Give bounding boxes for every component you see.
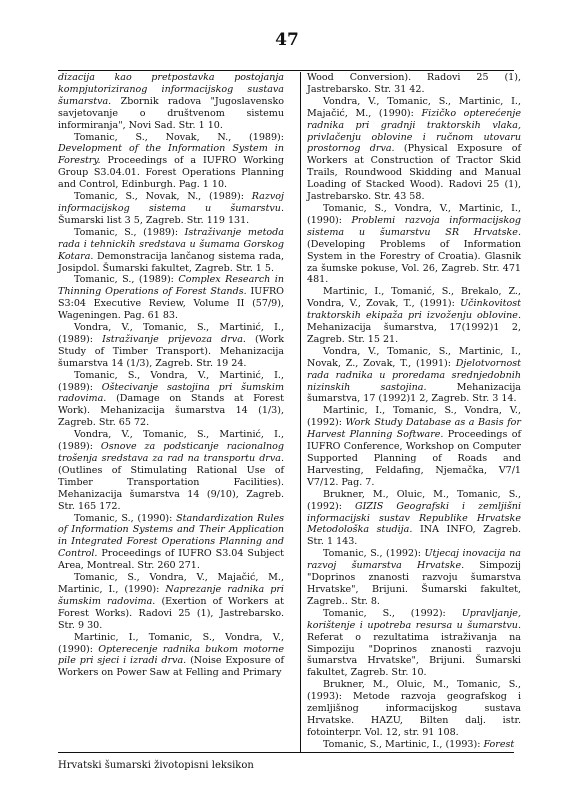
reference-title: Forest (483, 738, 515, 750)
reference-authors: Tomanic, S., (1989): (74, 274, 179, 286)
reference-title: Development of the Information System in Forestry. (58, 143, 284, 167)
reference-title: Fizičko opterećenje radnika pri gradnji traktorskih vlaka, privlačenju oblovine i ručnom utovaru prostornog drva. (307, 107, 521, 155)
reference-authors: Tomanic, S., (1992): (323, 548, 425, 560)
reference-authors: Tomanic, S., Vondra, V., Martinić, I., (1989): (58, 369, 284, 393)
reference-title: Problemi razvoja informacijskog sistema u šumarstvu SR Hrvatske. (307, 214, 521, 238)
reference-authors: Tomanic, S., (1992): (323, 607, 462, 619)
reference-entry (58, 632, 284, 680)
reference-title: dizacija kao pretpostavka postojanja kompjutoriziranog informacijskog sustava šumarstva. (58, 72, 284, 107)
reference-entry (58, 72, 284, 132)
reference-source: (Outlines of Stimulating Rational Use of Timber Transportation Facilities). Mehanizacija šumarstva 14 (9/10), Zagreb. Str. 165 172. (58, 464, 284, 512)
reference-title: Istraživanje metoda rada i tehnickih sredstava u šumama Gorskog Kotara. (58, 226, 284, 262)
reference-source: INA INFO, Zagreb. Str. 1 143. (307, 524, 521, 548)
reference-entry (58, 322, 284, 370)
reference-source: Šumarski list 3 5, Zagreb. Str. 119 131. (58, 214, 250, 226)
reference-title: GIZIS Geografski i zemljišni informacijski sustav Republike Hrvatske Metodološka studija. (307, 500, 521, 536)
reference-title: Complex Research in Thinning Operations of Forest Stands. (58, 274, 284, 298)
right-column (300, 72, 521, 752)
reference-authors: Martinic, I., Tomanić, S., Brekalo, Z., Vondra, V., Zovak, T., (1991): (307, 286, 521, 310)
reference-entry (307, 489, 521, 549)
reference-source: Simpozij "Doprinos znanosti razvoju šumarstva Hrvatske", Brijuni. Šumarski fakultet, Zagreb.. Str. 8. (307, 560, 521, 607)
reference-source: Demonstracija lančanog sistema rada, Josipdol. Šumarski fakultet, Zagreb. Str. 1 5. (58, 250, 284, 274)
reference-authors: Vondra, V., Tomanic, S., Martinić, I., (1989): (58, 322, 284, 345)
reference-source: Referat o rezultatima istraživanja na Simpoziju "Doprinos znanosti razvoju šumarstva Hrvatske", Brijuni. Šumarski fakultet, Zagreb. Str. 10. (307, 631, 521, 679)
reference-source: Proceedings of IUFRO Conference, Workshop on Computer Supported Planning of Roads and Harvesting, Feldafing, Njemačka, V7/1 V7/12. Pag. 7. (307, 429, 522, 488)
reference-authors: Tomanic, S., Novak, N., (1989): (74, 131, 284, 143)
reference-title: Naprezanje radnika pri šumskim radovima. (58, 583, 284, 607)
reference-authors: Tomanic, S., (1990): (74, 512, 177, 524)
reference-source: (Work Study of Timber Transport). Mehanizacija šumarstva 14 (1/3), Zagreb. Str. 19 24. (58, 333, 284, 369)
reference-entry (58, 513, 284, 573)
reference-authors: Tomanic, S., Novak, N., (1989): (74, 191, 252, 203)
reference-authors: Vondra, V., Tomanic, S., Martinic, I., Novak, Z., Zovak, T., (1991): (307, 345, 521, 369)
reference-source: (Developing Problems of Information System in the Forestry of Croatia). Glasnik za šumske pokuse, Vol. 26, Zagreb. Str. 471 481. (307, 238, 521, 286)
reference-source: Mehanizacija šumarstva, 17 (1992)1 2, Zagreb. Str. 3 14. (307, 381, 521, 405)
reference-title: Učinkovitost traktorskih ekipaža pri izvoženju oblovine. (307, 298, 521, 322)
reference-entry (307, 405, 521, 488)
reference-title: Standardization Rules of Information Systems and Their Application in Integrated Forest Operations Planning and Control. (58, 512, 284, 560)
reference-title: Razvoj informacijskog sistema u šumarstvu. (58, 191, 284, 214)
reference-entry (58, 191, 284, 227)
reference-authors: Tomanic, S., Martinic, I., (1993): (323, 738, 484, 750)
reference-source: Mehanizacija šumarstva, 17(1992)1 2, Zagreb. Str. 15 21. (307, 322, 521, 345)
reference-source: Metode razvoja geografskog i zemljišnog informacijskog sustava Hrvatske. HAZU, Bilten dalj. istr. fotointerpr. Vol. 12, str. 91 108. (307, 691, 521, 738)
reference-source: (Noise Exposure of Workers on Power Saw at Felling and Primary (58, 655, 284, 679)
reference-title: Utjecaj inovacija na razvoj šumarstva Hrvatske. (307, 548, 521, 572)
footer-title: Hrvatski šumarski životopisni leksikon (58, 760, 254, 771)
reference-authors: Vondra, V., Tomanic, S., Martinic, I., Majačić, M., (1990): (307, 95, 521, 119)
reference-title: Osnove za podsticanje racionalnog trošenja sredstava za rad na transportu drva. (58, 441, 285, 464)
reference-title: Istraživanje prijevoza drva. (102, 333, 246, 345)
reference-source: Proceedings of a IUFRO Working Group S3.04.01. Forest Operations Planning and Control, Edinburgh. Pag. 1 10. (58, 155, 284, 191)
reference-source: Proceedings of IUFRO S3.04 Subject Area, Montreal. Str. 260 271. (58, 548, 284, 572)
reference-entry (307, 608, 521, 679)
reference-title: Opterecenje radnika bukom motorne pile pri sjeci i izradi drva. (58, 643, 284, 667)
reference-entry (307, 739, 521, 751)
reference-source: Zbornik radova "Jugoslavensko savjetovanje o društvenom sistemu informiranja", Novi Sad. Str. 1 10. (58, 95, 284, 131)
reference-source: (Damage on Stands at Forest Work). Mehanizacija šumarstva 14 (1/3), Zagreb. Str. 65 72. (58, 393, 284, 429)
reference-authors: Brukner, M., Oluic, M., Tomanic, S., (1992): (307, 488, 521, 512)
page-number: 47 (275, 30, 299, 50)
reference-authors: Tomanic, S., Vondra, V., Majačić, M., Martinic, I., (1990): (58, 572, 284, 595)
reference-authors: Martinic, I., Tomanic, S., Vondra, V., (1990): (58, 631, 284, 655)
reference-entry (58, 274, 284, 322)
reference-authors: Vondra, V., Tomanic, S., Martinić, I., (1989): (58, 429, 284, 453)
header-rule (58, 70, 514, 71)
reference-entry (58, 132, 284, 192)
reference-entry (307, 346, 521, 406)
reference-authors: Tomanic, S., (1989): (74, 226, 185, 238)
reference-entry (58, 572, 284, 632)
reference-authors: Martinic, I., Tomanic, S., Vondra, V., (1992): (307, 405, 521, 429)
footer-rule (58, 752, 514, 753)
reference-source: Wood Conversion). Radovi 25 (1), Jastrebarsko. Str. 31 42. (307, 72, 521, 95)
reference-entry (307, 286, 521, 346)
reference-entry (307, 203, 521, 286)
reference-title: Upravljanje, korištenje i upotreba resursa u šumarstvu. (307, 607, 521, 631)
reference-entry (307, 679, 521, 739)
reference-entry (58, 370, 284, 430)
reference-entry (307, 72, 521, 96)
reference-entry (58, 429, 284, 512)
reference-source: IUFRO S3:04 Executive Review, Volume II (57/9), Wageningen. Pag. 61 83. (58, 286, 284, 322)
reference-source: (Physical Exposure of Workers at Construction of Tractor Skid Trails, Roundwood Skidding and Manual Loading of Stacked Wood). Radovi 25 (1), Jastrebarsko. Str. 43 58. (307, 143, 522, 203)
reference-authors: Tomanic, S., Vondra, V., Martinic, I., (1990): (307, 202, 521, 226)
reference-entry (58, 227, 284, 275)
reference-title: Work Study Database as a Basis for Harvest Planning Software. (307, 417, 521, 441)
reference-title: Djelotvornost rada radnika u proredama srednjedobnih nizinskih sastojina. (307, 357, 521, 393)
reference-title: Oštecivanje sastojina pri šumskim radovima. (58, 381, 285, 405)
reference-authors: Brukner, M., Oluic, M., Tomanic, S., (1993): (307, 679, 521, 703)
reference-source: (Exertion of Workers at Forest Works). Radovi 25 (1), Jastrebarsko. Str. 9 30. (58, 595, 284, 631)
reference-entry (307, 548, 521, 608)
left-column (58, 72, 284, 752)
reference-entry (307, 96, 521, 203)
